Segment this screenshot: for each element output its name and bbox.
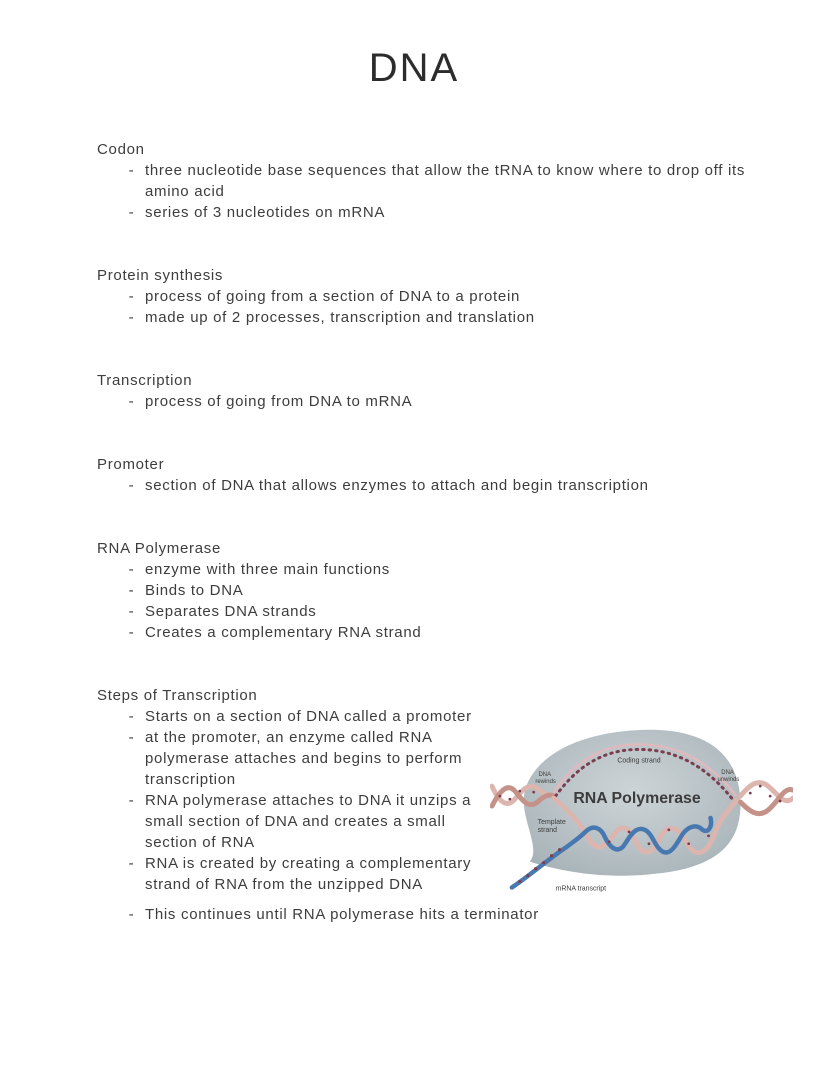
- section-heading: Codon: [97, 141, 145, 158]
- section-heading: Promoter: [97, 456, 165, 473]
- coding-strand-label: Coding strand: [617, 757, 661, 765]
- section-heading: Protein synthesis: [97, 267, 224, 284]
- dna-unwinds-label: DNA unwinds: [717, 770, 740, 784]
- bullet-item: - process of going from DNA to mRNA: [97, 391, 754, 412]
- section-heading: Steps of Transcription: [97, 687, 258, 704]
- section-protein-synthesis: [97, 265, 754, 328]
- bullet-item: - section of DNA that allows enzymes to attach and begin transcription: [97, 475, 754, 496]
- bullet-item: - Binds to DNA: [97, 580, 754, 601]
- dna-helix-right-icon: [740, 783, 793, 814]
- bullet-list: [97, 475, 754, 496]
- section-codon: [97, 139, 754, 223]
- bullet-list: [97, 391, 754, 412]
- section-steps-of-transcription: [97, 685, 754, 925]
- bullet-list: [97, 286, 754, 328]
- bullet-list: [97, 160, 754, 223]
- bullet-item: - RNA is created by creating a complementary strand of RNA from the unzipped DNA: [97, 853, 754, 895]
- bullet-item: - Separates DNA strands: [97, 601, 754, 622]
- rna-polymerase-diagram-svg: [490, 720, 793, 902]
- bullet-item: - process of going from a section of DNA to a protein: [97, 286, 754, 307]
- mrna-transcript-label: mRNA transcript: [555, 885, 607, 893]
- bullet-item: - series of 3 nucleotides on mRNA: [97, 202, 754, 223]
- bullet-item: - made up of 2 processes, transcription and translation: [97, 307, 754, 328]
- bullet-item: - at the promoter, an enzyme called RNA polymerase attaches and begins to perform transcription: [97, 727, 754, 790]
- rna-polymerase-label: RNA Polymerase: [573, 790, 701, 808]
- bullet-item: - enzyme with three main functions: [97, 559, 754, 580]
- bullet-list: [97, 559, 754, 643]
- template-strand-label: Template strand: [537, 818, 566, 834]
- page-title: DNA: [368, 46, 460, 90]
- section-heading: Transcription: [97, 372, 193, 389]
- bullet-item: - Creates a complementary RNA strand: [97, 622, 754, 643]
- section-rna-polymerase: [97, 538, 754, 643]
- rna-polymerase-diagram: [490, 720, 793, 902]
- bullet-item: - Starts on a section of DNA called a promoter: [97, 706, 754, 727]
- dna-rewinds-label: DNA rewinds: [535, 772, 556, 786]
- bullet-item: - three nucleotide base sequences that allow the tRNA to know where to drop off its amino acid: [97, 160, 754, 202]
- bullet-item: - This continues until RNA polymerase hits a terminator: [97, 904, 754, 925]
- section-transcription: [97, 370, 754, 412]
- bullet-item: - RNA polymerase attaches to DNA it unzips a small section of DNA and creates a small section of RNA: [97, 790, 754, 853]
- section-promoter: [97, 454, 754, 496]
- section-heading: RNA Polymerase: [97, 540, 222, 557]
